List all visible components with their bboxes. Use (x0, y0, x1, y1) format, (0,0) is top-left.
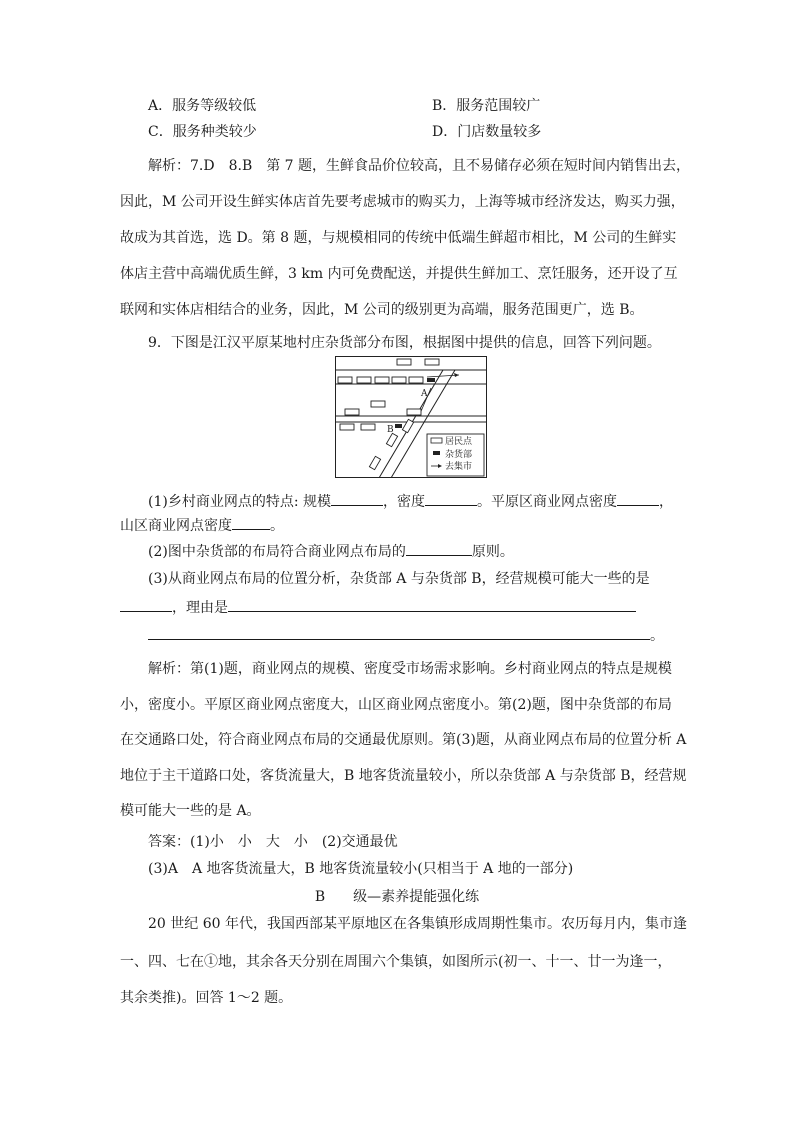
blank-density[interactable] (425, 491, 477, 506)
analysis-line: 解析：第(1)题，商业网点的规模、密度受市场需求影响。乡村商业网点的特点是规模 (148, 661, 672, 677)
analysis-line: 联网和实体店相结合的业务，因此，M 公司的级别更为高端，服务范围更广，选 B。 (120, 302, 644, 318)
option-a: A．服务等级较低 (148, 98, 257, 114)
q9-part1: (1)乡村商业网点的特点: 规模 ，密度 。平原区商业网点密度 ， (148, 491, 708, 512)
residential-block (338, 377, 352, 383)
legend-store-icon (433, 451, 440, 455)
answer-line: (3)A A 地客货流量大，B 地客货流量较小(只相当于 A 地的一部分) (148, 861, 574, 877)
residential-block (425, 359, 439, 365)
answer-line: 答案：(1)小 小 大 小 (2)交通最优 (148, 834, 398, 850)
residential-block (371, 401, 385, 407)
residential-block (409, 377, 423, 383)
residential-block (407, 409, 421, 415)
blank-reason-1[interactable] (228, 597, 636, 612)
residential-block (357, 377, 371, 383)
blank-plain-density[interactable] (617, 491, 659, 506)
legend-store: 杂货部 (445, 450, 473, 460)
village-store-map (335, 356, 487, 478)
legend-residential-icon (431, 438, 442, 443)
analysis-line: 地位于主干道路口处，客货流量大，B 地客货流量较小，所以杂货部 A 与杂货部 B，经营规 (120, 768, 687, 784)
section-title: B 级—素养提能强化练 (314, 889, 480, 905)
intro-line: 其余类推)。回答 1～2 题。 (120, 990, 293, 1006)
intro-line: 一、四、七在①地，其余各天分别在周围六个集镇，如图所示(初一、十一、廿一为逢一， (120, 954, 672, 970)
option-c: C．服务种类较少 (148, 124, 257, 140)
q9-part2: (2)图中杂货部的布局符合商业网点布局的 原则。 (148, 541, 708, 562)
residential-block (361, 424, 375, 430)
analysis-line: 体店主营中高端优质生鲜，3 km 内可免费配送，并提供生鲜加工、烹饪服务，还开设了互 (120, 266, 678, 282)
label-a: A (421, 389, 428, 399)
option-d: D．门店数量较多 (432, 124, 542, 140)
legend-market: 去集市 (445, 462, 473, 472)
blank-principle[interactable] (406, 541, 472, 556)
analysis-line: 因此，M 公司开设生鲜实体店首先要考虑城市的购买力，上海等城市经济发达，购买力强， (120, 194, 685, 210)
blank-reason-2[interactable] (148, 625, 650, 640)
q9-part3: (3)从商业网点布局的位置分析，杂货部 A 与杂货部 B，经营规模可能大一些的是 (148, 571, 650, 587)
residential-block (392, 377, 406, 383)
residential-block (340, 424, 354, 430)
store-a-marker (427, 378, 435, 382)
analysis-line: 解析：7.D 8.B 第 7 题，生鲜食品价位较高，且不易储存必须在短时间内销售出去， (148, 158, 691, 174)
q9-part3-cont2: 。 (148, 625, 708, 646)
question-stem: 9．下图是江汉平原某地村庄杂货部分布图，根据图中提供的信息，回答下列问题。 (148, 335, 661, 351)
residential-block (397, 359, 411, 365)
legend-residential: 居民点 (445, 437, 473, 447)
store-b-marker (395, 424, 402, 428)
blank-mountain-density[interactable] (232, 515, 270, 530)
option-b: B．服务范围较广 (432, 98, 541, 114)
analysis-line: 模可能大一些的是 A。 (120, 803, 261, 819)
q9-part1-cont: 山区商业网点密度 。 (120, 515, 680, 536)
blank-scale[interactable] (331, 491, 383, 506)
blank-larger-store[interactable] (120, 597, 172, 612)
residential-block (345, 409, 359, 415)
analysis-line: 故成为其首选，选 D。第 8 题，与规模相同的传统中低端生鲜超市相比，M 公司的生鲜实 (120, 230, 677, 246)
residential-block (375, 377, 389, 383)
label-b: B (387, 425, 394, 435)
analysis-line: 小，密度小。平原区商业网点密度大，山区商业网点密度小。第(2)题，图中杂货部的布局 (120, 697, 672, 713)
intro-line: 20 世纪 60 年代，我国西部某平原地区在各集镇形成周期性集市。农历每月内，集市逢 (148, 916, 687, 932)
q9-part3-cont: ，理由是 (120, 597, 680, 618)
analysis-line: 在交通路口处，符合商业网点布局的交通最优原则。第(3)题，从商业网点布局的位置分析 A (120, 732, 687, 748)
